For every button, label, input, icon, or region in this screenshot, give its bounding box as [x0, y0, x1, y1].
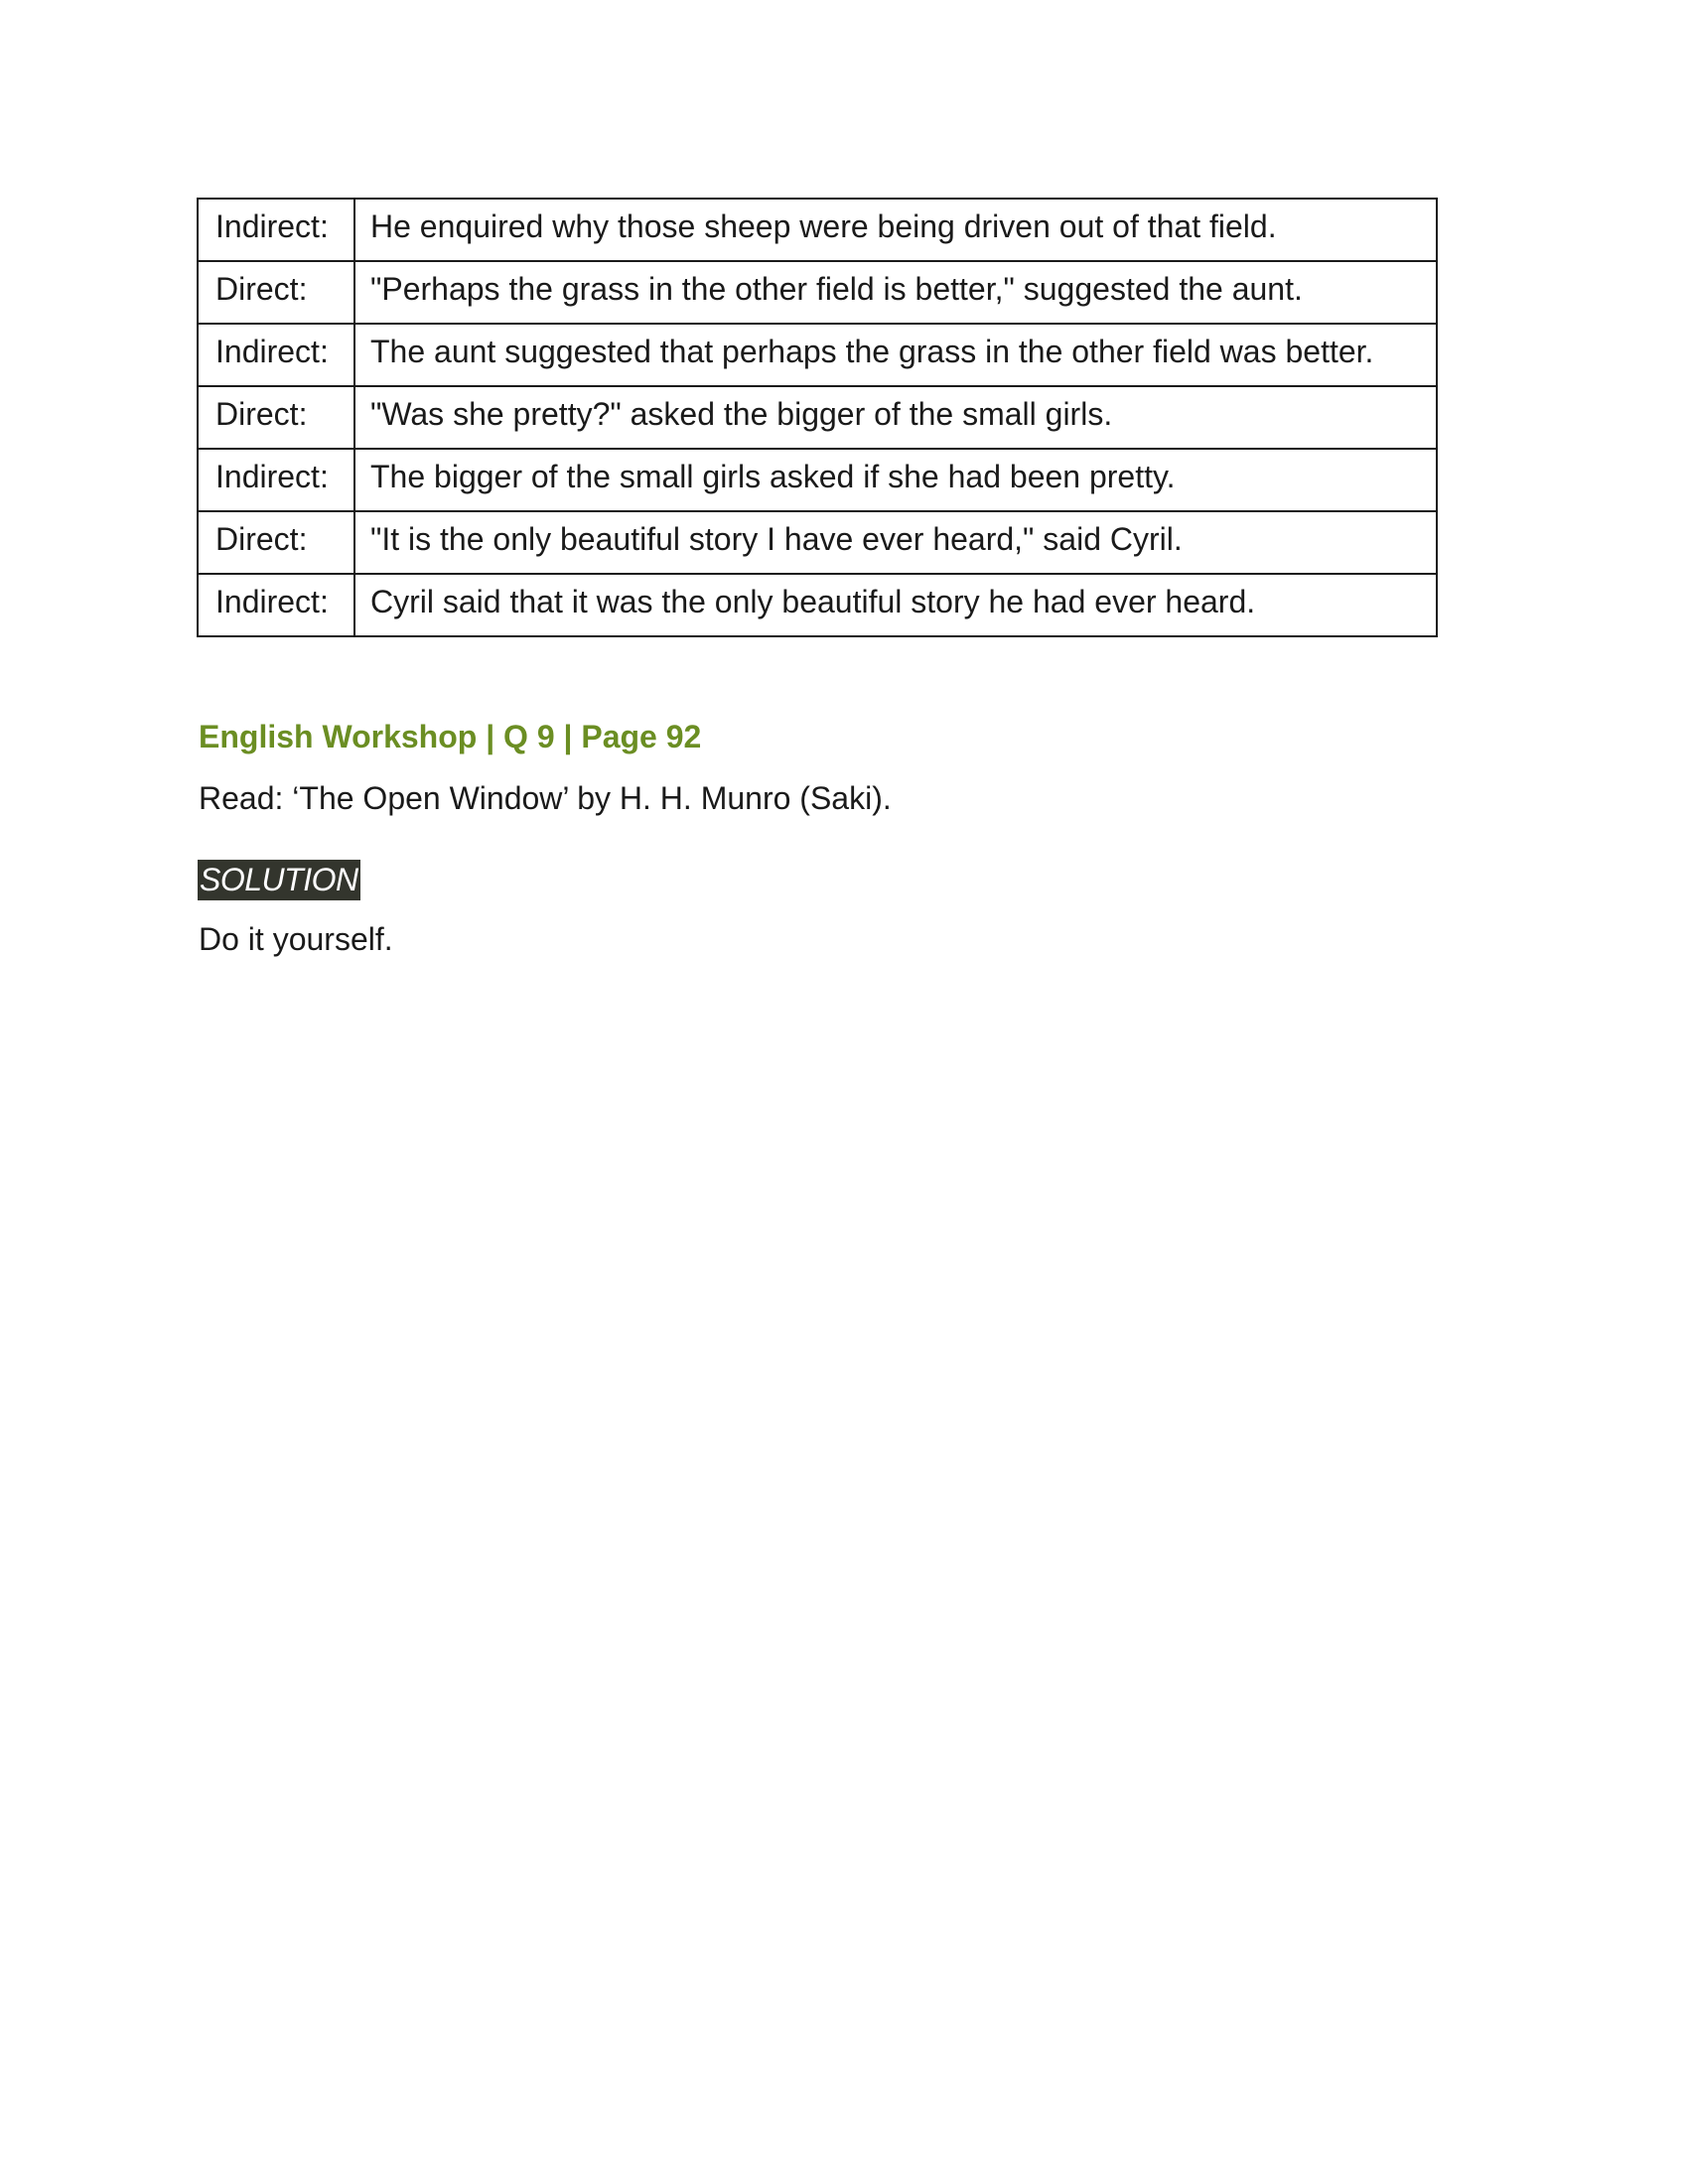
sentence-text: The aunt suggested that perhaps the grass in the other field was better. — [354, 324, 1437, 386]
sentence-text: "Perhaps the grass in the other field is better," suggested the aunt. — [354, 261, 1437, 324]
sentence-text: Cyril said that it was the only beautiful story he had ever heard. — [354, 574, 1437, 636]
section-heading: English Workshop | Q 9 | Page 92 — [199, 719, 702, 754]
solution-label: SOLUTION — [198, 860, 360, 900]
sentence-text: The bigger of the small girls asked if she had been pretty. — [354, 449, 1437, 511]
speech-type-label: Direct: — [198, 261, 354, 324]
table-row — [198, 574, 1437, 636]
speech-type-label: Indirect: — [198, 574, 354, 636]
table-row — [198, 449, 1437, 511]
sentence-text: He enquired why those sheep were being driven out of that field. — [354, 199, 1437, 261]
speech-type-label: Direct: — [198, 386, 354, 449]
speech-type-label: Indirect: — [198, 324, 354, 386]
sentence-text: "It is the only beautiful story I have ever heard," said Cyril. — [354, 511, 1437, 574]
speech-type-label: Indirect: — [198, 199, 354, 261]
question-text: Read: ‘The Open Window’ by H. H. Munro (Saki). — [199, 780, 892, 816]
table-row — [198, 386, 1437, 449]
speech-type-label: Direct: — [198, 511, 354, 574]
table-row — [198, 199, 1437, 261]
sentence-text: "Was she pretty?" asked the bigger of the small girls. — [354, 386, 1437, 449]
table-row — [198, 324, 1437, 386]
speech-conversion-table — [197, 198, 1438, 637]
table-row — [198, 261, 1437, 324]
speech-type-label: Indirect: — [198, 449, 354, 511]
table-row — [198, 511, 1437, 574]
answer-text: Do it yourself. — [199, 921, 393, 957]
